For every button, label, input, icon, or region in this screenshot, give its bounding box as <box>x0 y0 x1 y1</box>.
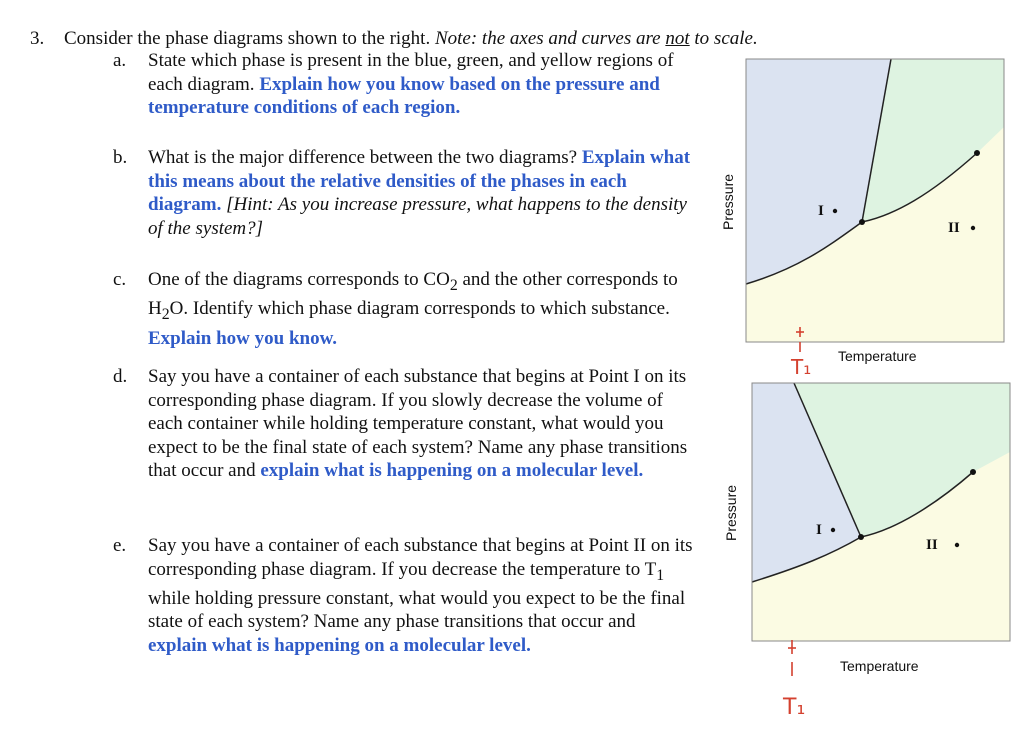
point-ii-label: II <box>926 537 938 553</box>
triple-point <box>858 534 864 540</box>
point-i-marker <box>833 209 837 213</box>
point-i-marker <box>831 528 835 532</box>
triple-point <box>859 219 865 225</box>
t1-annotation: T₁ <box>791 355 812 379</box>
x-axis-label: Temperature <box>838 348 917 364</box>
point-ii-marker <box>971 226 975 230</box>
part-c-body: One of the diagrams corresponds to $CO_2$ and the other corresponds to $H_2O$. Identify which phase diagram corresponds to which substance. Explain how you know. <box>148 269 678 349</box>
part-e-body: Say you have a container of each substance that begins at Point II on its corresponding phase diagram. If you decrease the temperature to $T_1$ while holding pressure constant, what would you expect to be the final state of each system? Name any phase transitions that occur and explain what is happening on a molecular level. <box>148 535 693 656</box>
point-i-label: I <box>816 522 822 538</box>
question-number: 3. <box>30 28 45 49</box>
bottom-phase-diagram <box>723 383 1010 720</box>
part-letter: d. <box>113 366 128 387</box>
part-d-text: Say you have a container of each substance that begins at Point I on its corresponding phase diagram. If you slowly decrease the volume of each container while holding temperature constant, what would you expect to be the final state of each system? Name any phase transitions that occur and <box>148 366 688 481</box>
part-d-emphasis: explain what is happening on a molecular level. <box>260 460 644 481</box>
y-axis-label: Pressure <box>723 484 739 541</box>
x-axis-label: Temperature <box>840 658 919 674</box>
part-letter: a. <box>113 50 127 71</box>
part-letter: b. <box>113 147 128 168</box>
point-ii-marker <box>955 543 959 547</box>
t1-annotation: T₁ <box>783 695 806 720</box>
part-c-emphasis: Explain how you know. <box>148 327 338 349</box>
part-b-emphasis: Explain what this means about the relative densities of the phases in each diagram. <box>148 147 691 215</box>
top-phase-diagram <box>720 59 1004 379</box>
part-b-hint: [Hint: As you increase pressure, what happens to the density of the system?] <box>148 194 687 239</box>
part-letter: c. <box>113 269 127 290</box>
question-note: Note: the axes and curves are not to scale. <box>434 28 758 49</box>
question-lead: Consider the phase diagrams shown to the right. <box>64 28 435 49</box>
part-a-text: State which phase is present in the blue, green, and yellow regions of each diagram. <box>148 50 674 95</box>
critical-point <box>974 150 980 156</box>
part-b-text: What is the major difference between the two diagrams? <box>148 147 582 168</box>
handwritten-t1-bottom <box>782 640 805 720</box>
part-e-emphasis: explain what is happening on a molecular level. <box>148 634 531 656</box>
point-ii-label: II <box>948 220 960 236</box>
y-axis-label: Pressure <box>720 173 736 230</box>
point-i-label: I <box>818 203 824 219</box>
critical-point <box>970 469 976 475</box>
part-a-emphasis: Explain how you know based on the pressure and temperature conditions of each region. <box>148 73 660 118</box>
part-letter: e. <box>113 535 127 556</box>
